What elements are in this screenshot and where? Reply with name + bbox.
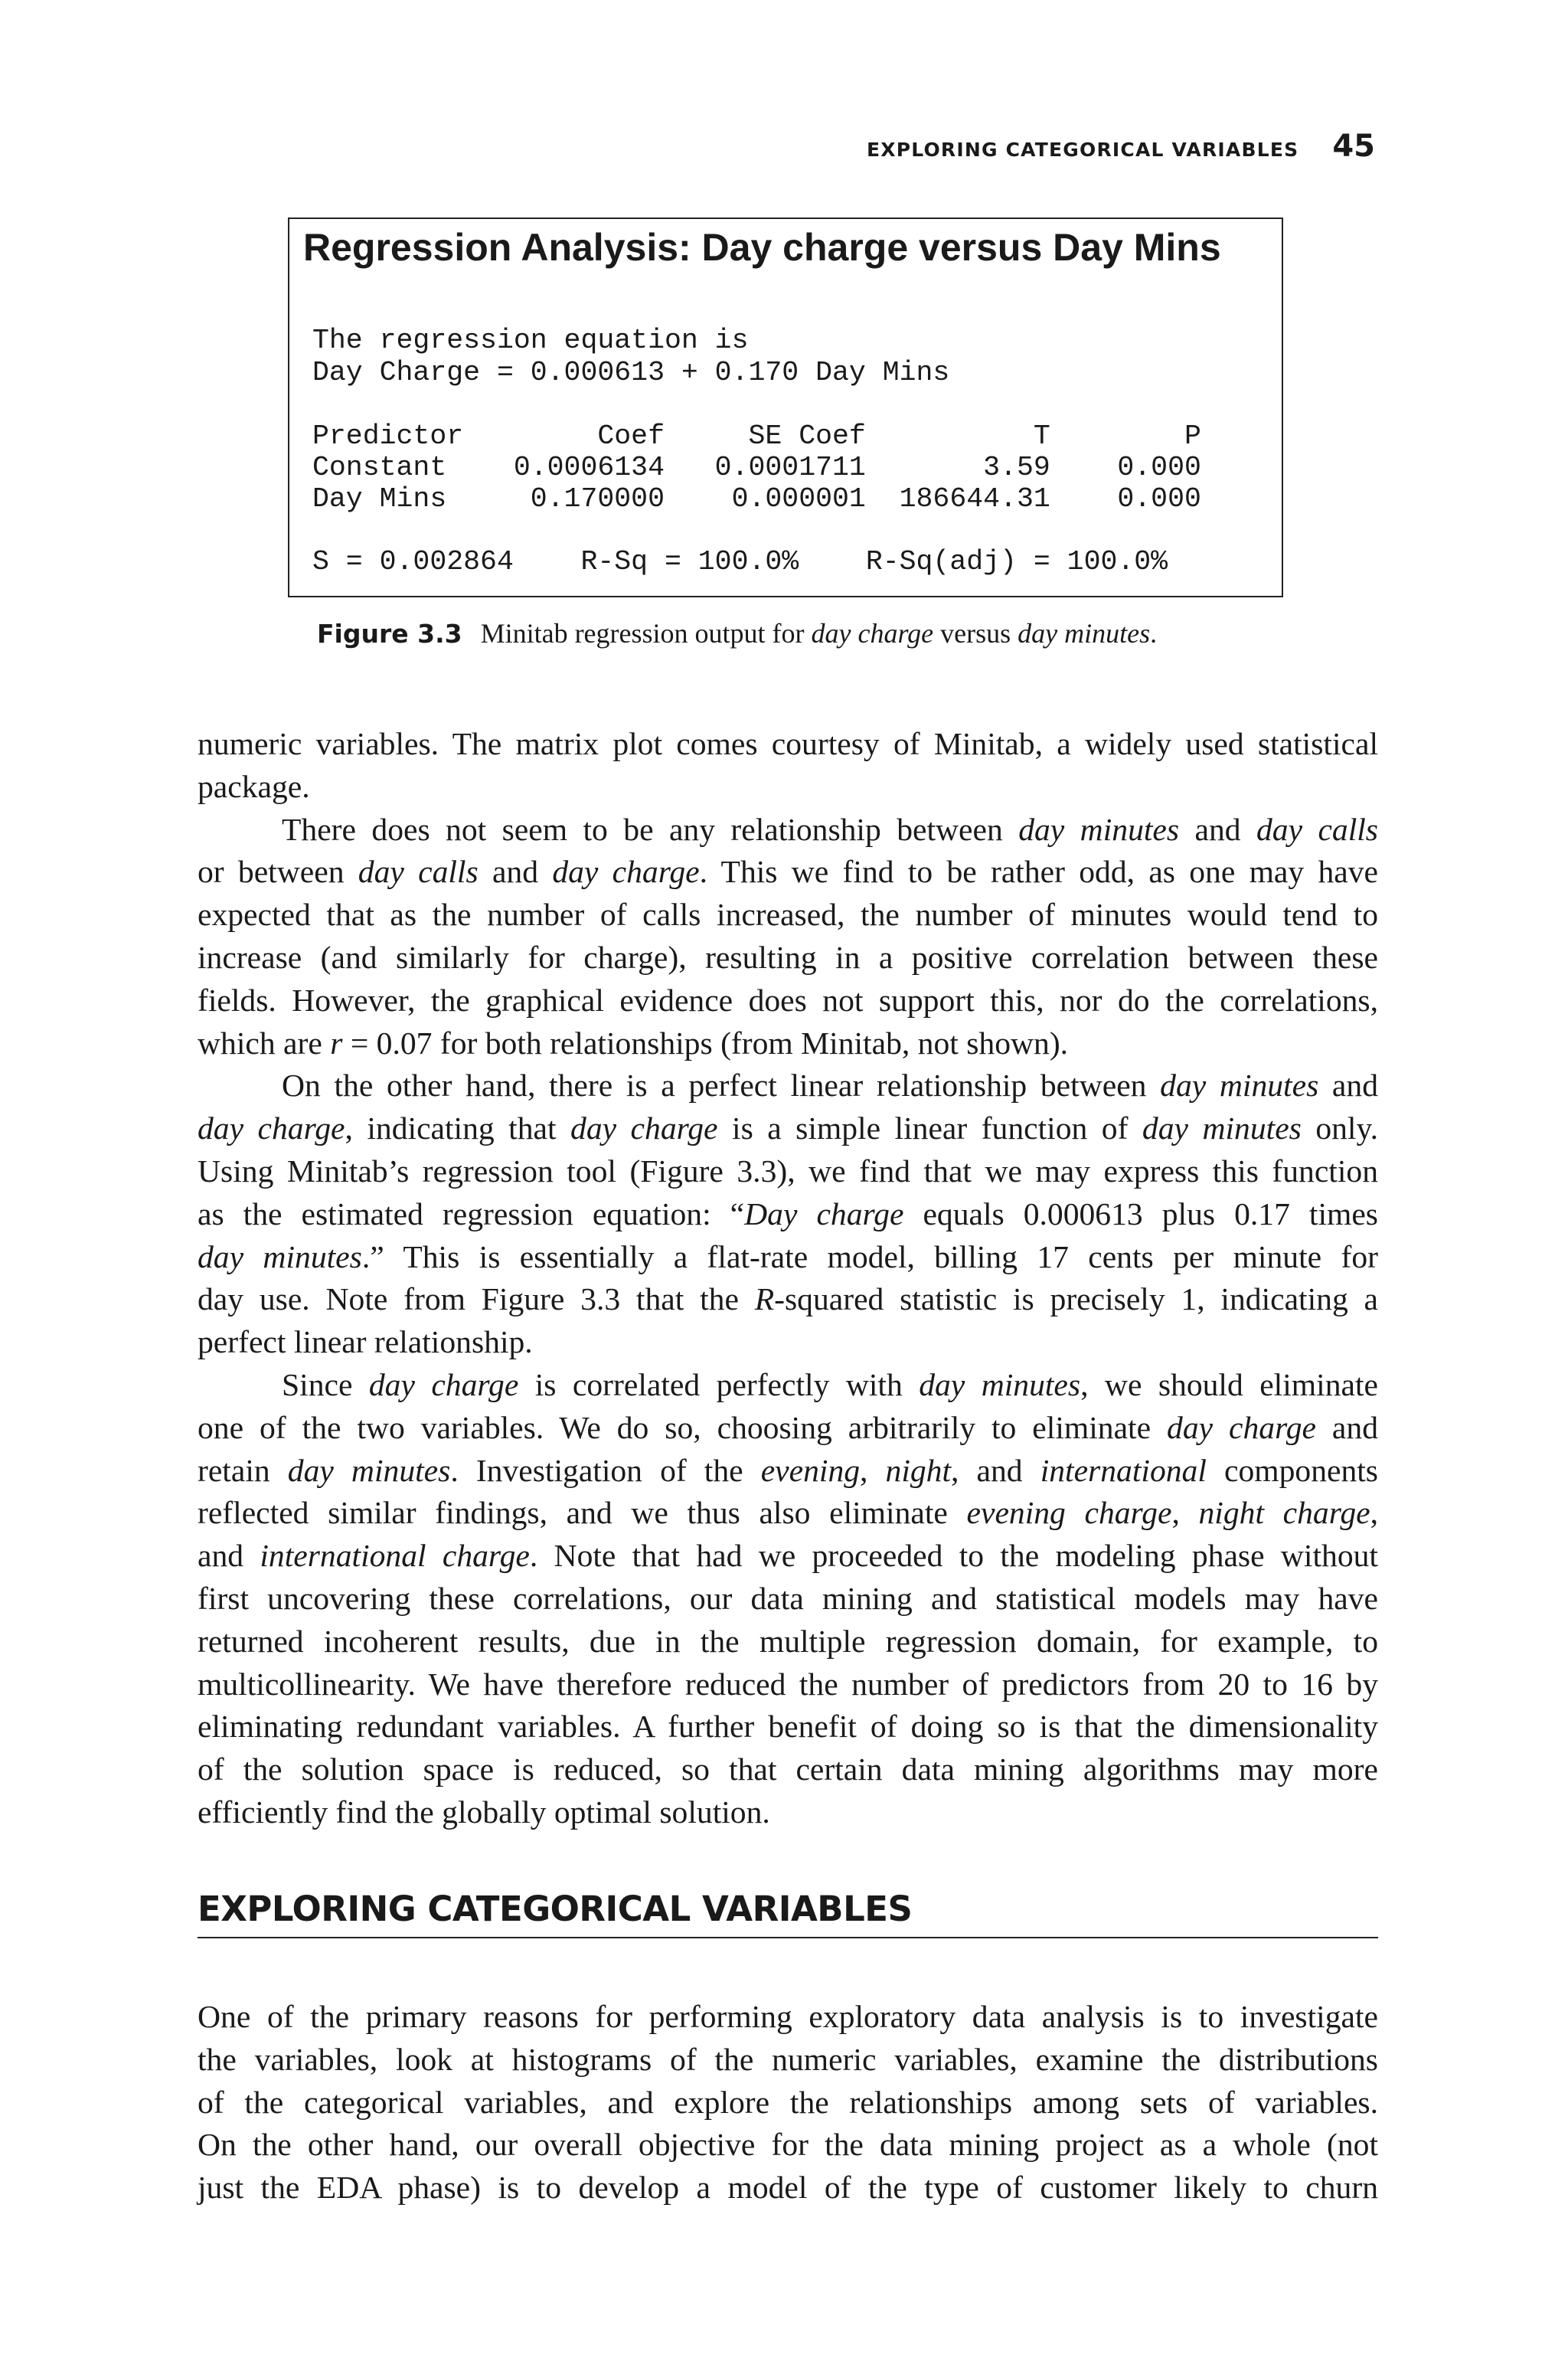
text-line: first uncovering these correlations, our data mining and statistical models may have: [198, 1580, 1378, 1616]
text-line: the variables, look at histograms of the numeric variables, examine the distributions: [198, 2041, 1378, 2077]
text-line: One of the primary reasons for performing exploratory data analysis is to investigate: [198, 1999, 1378, 2034]
running-head: [867, 129, 1375, 164]
text-line: On the other hand, our overall objective for the data mining project as a whole (not: [198, 2127, 1378, 2163]
text-line: returned incoherent results, due in the multiple regression domain, for example, to: [198, 1623, 1378, 1659]
text-line: numeric variables. The matrix plot comes courtesy of Minitab, a widely used statistical: [198, 726, 1378, 761]
caption-text: .: [1150, 618, 1158, 649]
caption-term: day charge: [811, 618, 934, 649]
text-line: and international charge. Note that had we proceeded to the modeling phase without: [198, 1538, 1378, 1574]
text-line: of the categorical variables, and explore the relationships among sets of variables.: [198, 2084, 1378, 2120]
section-heading: EXPLORING CATEGORICAL VARIABLES: [198, 1889, 1378, 1938]
output-line: Predictor Coef SE Coef T P: [312, 420, 1201, 452]
text-line: day use. Note from Figure 3.3 that the R-squared statistic is precisely 1, indicating a: [198, 1281, 1379, 1317]
text-line: increase (and similarly for charge), resulting in a positive correlation between these: [198, 939, 1378, 975]
text-line: Using Minitab’s regression tool (Figure 3.3), we find that we may express this function: [198, 1153, 1378, 1189]
page-number: 45: [1332, 129, 1375, 164]
text-line: fields. However, the graphical evidence does not support this, nor do the correlations,: [198, 982, 1378, 1018]
caption-label: Figure 3.3: [317, 619, 462, 649]
text-line: Since day charge is correlated perfectly with day minutes, we should eliminate: [282, 1366, 1378, 1402]
text-line: expected that as the number of calls increased, the number of minutes would tend to: [198, 897, 1378, 933]
output-line: The regression equation is: [312, 325, 749, 356]
output-line: Day Mins 0.170000 0.000001 186644.31 0.000: [312, 483, 1201, 515]
body-text-block: [198, 1996, 1378, 2209]
text-line: day minutes.” This is essentially a flat-rate model, billing 17 cents per minute for: [198, 1238, 1378, 1274]
text-line: eliminating redundant variables. A further benefit of doing so is that the dimensionality: [198, 1709, 1378, 1745]
text-line: perfect linear relationship.: [198, 1324, 533, 1360]
text-line: reflected similar findings, and we thus also eliminate evening charge, night charge,: [198, 1495, 1379, 1531]
caption-text: versus: [940, 618, 1011, 649]
output-line: S = 0.002864 R-Sq = 100.0% R-Sq(adj) = 100.0%: [312, 546, 1168, 577]
running-title: EXPLORING CATEGORICAL VARIABLES: [866, 139, 1299, 161]
figure-caption: [317, 617, 1157, 649]
figure-title: Regression Analysis: Day charge versus Day Mins: [303, 226, 1221, 269]
text-line: as the estimated regression equation: “Day charge equals 0.000613 plus 0.17 times: [198, 1195, 1378, 1231]
text-line: which are r = 0.07 for both relationships (from Minitab, not shown).: [198, 1025, 1069, 1061]
text-line: one of the two variables. We do so, choosing arbitrarily to eliminate day charge and: [198, 1409, 1378, 1445]
text-line: or between day calls and day charge. This we find to be rather odd, as one may have: [198, 854, 1378, 890]
text-line: There does not seem to be any relationship between day minutes and day calls: [282, 811, 1378, 847]
regression-output-figure: [288, 218, 1283, 597]
body-text-block: [198, 723, 1378, 1834]
text-line: efficiently find the globally optimal solution.: [198, 1794, 770, 1830]
output-line: Constant 0.0006134 0.0001711 3.59 0.000: [312, 452, 1201, 483]
text-line: On the other hand, there is a perfect linear relationship between day minutes and: [282, 1068, 1378, 1104]
text-line: day charge, indicating that day charge is a simple linear function of day minutes only.: [198, 1110, 1378, 1146]
output-line: Day Charge = 0.000613 + 0.170 Day Mins: [312, 357, 950, 388]
text-line: package.: [198, 768, 310, 804]
text-line: just the EDA phase) is to develop a model of the type of customer likely to churn: [198, 2170, 1378, 2206]
caption-term: day minutes: [1018, 618, 1151, 649]
text-line: of the solution space is reduced, so that certain data mining algorithms may more: [198, 1751, 1378, 1787]
text-line: retain day minutes. Investigation of the evening, night, and international components: [198, 1452, 1378, 1488]
text-line: multicollinearity. We have therefore reduced the number of predictors from 20 to 16 by: [198, 1666, 1378, 1702]
caption-text: Minitab regression output for: [480, 618, 805, 649]
